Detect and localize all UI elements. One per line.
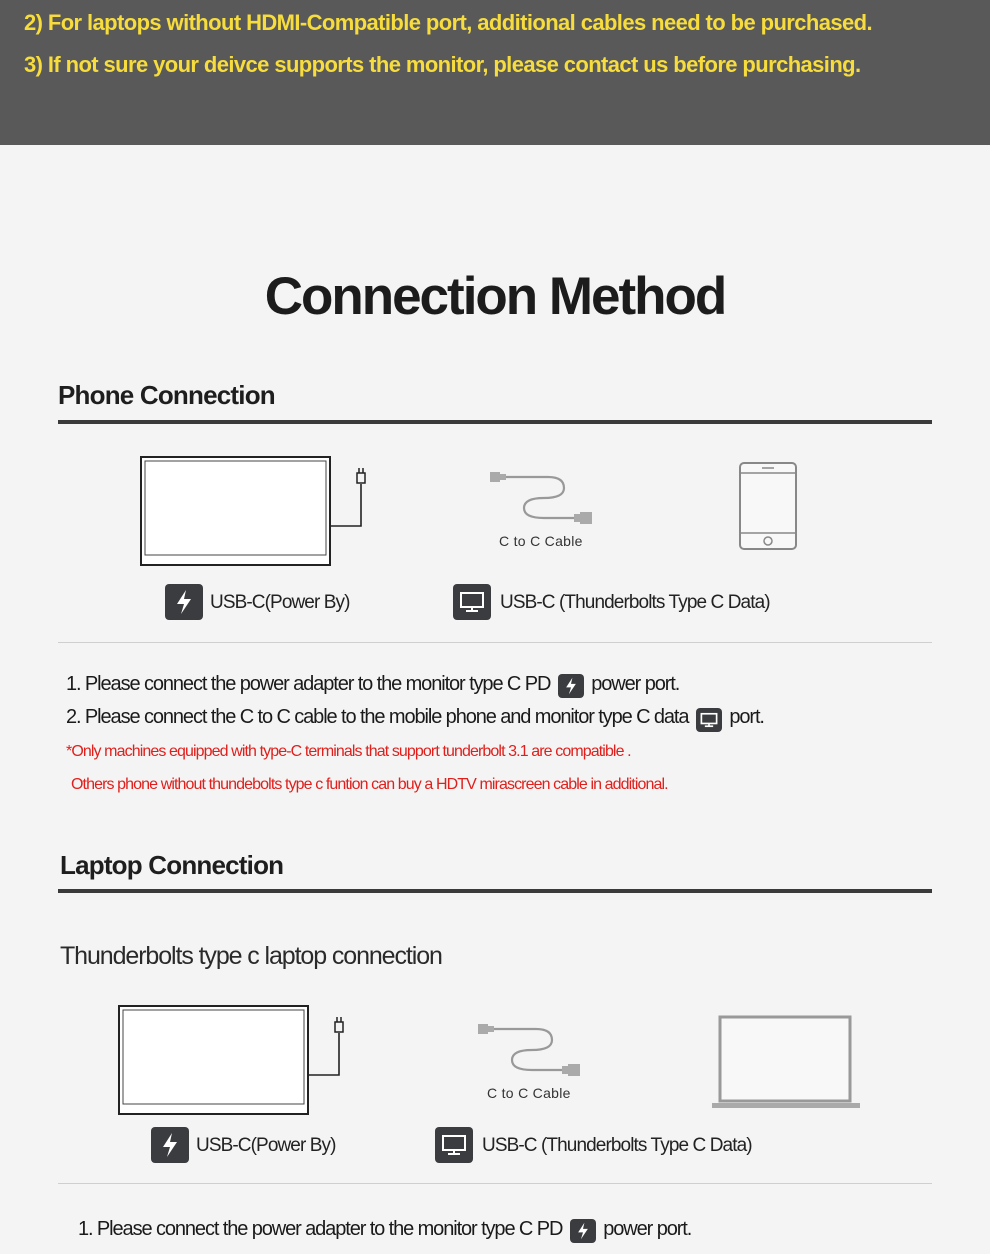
thunderbolt-laptop-subheading: Thunderbolts type c laptop connection bbox=[60, 942, 442, 970]
phone-heading-divider bbox=[58, 420, 932, 424]
mirascreen-note: Others phone without thundebolts type c funtion can buy a HDTV mirascreen cable in additional. bbox=[71, 776, 668, 793]
phone-step-2-suffix: port. bbox=[729, 706, 764, 728]
portable-monitor-illustration bbox=[118, 1005, 358, 1117]
portable-monitor-illustration bbox=[140, 456, 380, 568]
c-to-c-cable-illustration bbox=[488, 468, 598, 528]
laptop-step-1 bbox=[78, 1218, 691, 1243]
display-monitor-icon bbox=[696, 708, 722, 732]
phone-illustration bbox=[738, 461, 800, 553]
power-bolt-icon bbox=[558, 674, 584, 698]
note-hdmi-cables: 2) For laptops without HDMI-Compatible port, additional cables need to be purchased. bbox=[24, 10, 872, 35]
laptop-legend-data: USB-C (Thunderbolts Type C Data) bbox=[482, 1135, 752, 1156]
phone-connection-heading: Phone Connection bbox=[58, 380, 275, 410]
phone-legend-data: USB-C (Thunderbolts Type C Data) bbox=[500, 592, 770, 613]
power-bolt-icon bbox=[151, 1127, 189, 1163]
phone-legend-power: USB-C(Power By) bbox=[210, 592, 350, 613]
phone-cable-label: C to C Cable bbox=[499, 533, 583, 549]
c-to-c-cable-illustration bbox=[476, 1020, 586, 1080]
phone-step-2-text: 2. Please connect the C to C cable to the mobile phone and monitor type C data bbox=[66, 706, 689, 728]
phone-step-2 bbox=[66, 706, 764, 732]
top-banner bbox=[0, 0, 990, 145]
laptop-connection-heading: Laptop Connection bbox=[60, 850, 284, 880]
power-bolt-icon bbox=[165, 584, 203, 620]
phone-step-1-suffix: power port. bbox=[591, 673, 680, 695]
laptop-cable-label: C to C Cable bbox=[487, 1085, 571, 1101]
display-monitor-icon bbox=[453, 584, 491, 620]
phone-step-1 bbox=[66, 673, 679, 698]
power-bolt-icon bbox=[570, 1219, 596, 1243]
laptop-heading-divider bbox=[58, 889, 932, 893]
phone-legend-divider bbox=[58, 642, 932, 643]
laptop-legend-power: USB-C(Power By) bbox=[196, 1135, 336, 1156]
page-title: Connection Method bbox=[264, 267, 726, 326]
compatibility-note: *Only machines equipped with type-C terminals that support tunderbolt 3.1 are compatible . bbox=[66, 743, 631, 760]
note-contact-before-purchase: 3) If not sure your deivce supports the monitor, please contact us before purchasing. bbox=[24, 52, 861, 77]
laptop-step-1-text: 1. Please connect the power adapter to the monitor type C PD bbox=[78, 1218, 563, 1240]
laptop-illustration bbox=[710, 1014, 862, 1112]
laptop-legend-divider bbox=[58, 1183, 932, 1184]
laptop-step-1-suffix: power port. bbox=[603, 1218, 692, 1240]
phone-step-1-text: 1. Please connect the power adapter to the monitor type C PD bbox=[66, 673, 551, 695]
display-monitor-icon bbox=[435, 1127, 473, 1163]
